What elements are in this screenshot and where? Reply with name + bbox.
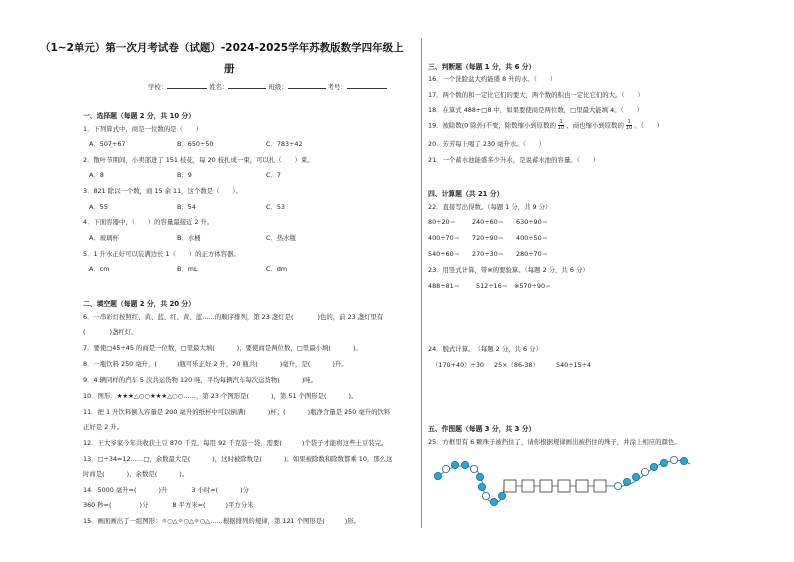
- q4-option-b[interactable]: B．水桶: [177, 234, 201, 242]
- question-16: 16．一个洗脸盆大约能盛 8 升的水。（ ）: [428, 75, 557, 83]
- fraction-one-tenth: $\frac{1}{10}$: [557, 119, 565, 131]
- q3-option-c[interactable]: C．53: [266, 203, 285, 211]
- bead-filled: [478, 483, 485, 490]
- bead-filled: [490, 498, 497, 505]
- calc-row-3: 540÷60＝ 270÷30＝ 280÷70＝: [428, 250, 549, 258]
- bead-empty: [470, 465, 477, 472]
- bead-filled: [461, 461, 468, 468]
- q4-option-c[interactable]: C．热水瓶: [266, 234, 297, 242]
- q2-option-c[interactable]: C．7: [266, 171, 281, 179]
- paper-title-line2: 册: [224, 63, 235, 75]
- paper-title-line1: （1~2单元）第一次月考试卷（试题）-2024-2025学年苏教版数学四年级上: [40, 42, 404, 54]
- question-20: 20．芳芳每上喝了 230 毫升水。（ ）: [428, 140, 546, 148]
- q3-option-b[interactable]: B．54: [177, 203, 196, 211]
- question-14: 14．5000 毫升=( )升 3 小时=( )分: [83, 486, 249, 494]
- q3-option-a[interactable]: A．55: [89, 203, 108, 211]
- calc-row-2: 400÷70＝ 720÷90＝ 400÷50＝: [428, 234, 549, 242]
- bead-filled: [632, 473, 639, 480]
- bead-empty: [442, 465, 449, 472]
- mixed-calc-row: （170+40）÷30 25×（86-38） 540÷15÷4: [432, 361, 592, 369]
- bead-filled: [650, 463, 657, 470]
- class-blank[interactable]: [288, 82, 326, 89]
- bead-filled: [451, 461, 458, 468]
- section-choice-title: 一、选择题（每题 2 分，共 10 分）: [83, 112, 196, 120]
- exam-no-blank[interactable]: [347, 82, 387, 89]
- q4-option-a[interactable]: A．玻璃杯: [89, 234, 119, 242]
- q1-option-a[interactable]: A．507÷67: [89, 140, 126, 148]
- section-fill-title: 二、填空题（每题 2 分，共 20 分）: [83, 300, 196, 308]
- bead-filled: [660, 459, 667, 466]
- bead-empty: [614, 482, 621, 489]
- question-19: 19．被除数(0 除外)不变，除数缩小到原数的 $\frac{1}{10}$ ，商也缩小到原数的 $\frac{1}{10}$ 。（ ）: [428, 119, 664, 131]
- q5-option-b[interactable]: B．mL: [177, 265, 198, 273]
- column-divider: [421, 38, 422, 528]
- q2-option-b[interactable]: B．9: [177, 171, 192, 179]
- question-18: 18．在算式 488÷□8 中，如果要使商是两位数，□里最大能填 4。（ ）: [428, 106, 643, 114]
- bead-filled: [680, 457, 687, 464]
- question-9: 9．4 辆同样的汽车 5 次共运货物 120 吨，平均每辆汽车每次运货物( )吨。: [83, 376, 318, 384]
- question-22: 22．直接写出得数。（每题 1 分，共 9 分）: [428, 203, 552, 211]
- question-5: 5．1 升水正好可以装满边长 1（ ）的正方体容器。: [83, 250, 240, 258]
- question-8: 8．一瓶饮料 250 毫升，( )瓶可乐正好 2 升，20 瓶共( )毫升，是( )升。: [83, 360, 348, 368]
- question-13-cont: 时商是( )，余数是( )。: [83, 470, 189, 478]
- calc-row-1: 80÷20＝ 240÷60＝ 630÷90＝: [428, 218, 549, 226]
- q1-option-c[interactable]: C．783÷42: [266, 140, 303, 148]
- school-blank[interactable]: [167, 82, 207, 89]
- question-7: 7．要使□45÷45 的商是一位数，□里最大填( )；要使商是两位数，□里最小填( )。: [83, 344, 362, 352]
- question-23: 23．用竖式计算，带※的要验算。（每题 2 分，共 6 分）: [428, 266, 589, 274]
- q5-option-c[interactable]: C．dm: [266, 265, 288, 273]
- school-label: 学校：: [148, 83, 168, 91]
- bead-filled: [476, 473, 483, 480]
- question-1: 1．下列算式中，商是一位数的是（ ）: [83, 125, 203, 133]
- question-12: 12．王大爷家今年共收获土豆 870 千克，每用 92 千克装一袋，需要( )个袋子才能将这些土豆装完。: [83, 439, 388, 447]
- question-3: 3．821 除以一个数，商 15 余 11，这个数是（ ）。: [83, 187, 242, 195]
- question-24: 24．脱式计算。 （每题 2 分，共 6 分）: [428, 345, 542, 353]
- question-11: 11．把 1 升饮料倒入容量是 200 毫升的纸杯中可以倒满( )杯；( )瓶净含量是 250 毫升的饮料: [83, 408, 391, 416]
- bead-empty: [670, 456, 677, 463]
- bead-filled: [434, 472, 441, 479]
- exam-no-label: 考号：: [327, 83, 347, 91]
- question-2: 2．散叶节期间，小卖部进了 151 枝花，每 20 枝扎成一束，可以扎（ ）束。: [83, 156, 314, 164]
- bead-filled: [498, 492, 505, 499]
- question-13: 13．□÷34=12……□，余数最大是( )，这时被除数是( )；如果被除数和除数都乘 10，那么这: [83, 455, 393, 463]
- q1-option-b[interactable]: B．650÷50: [177, 140, 214, 148]
- question-4: 4．下面容器中，（ ）的容量最接近 2 升。: [83, 218, 214, 226]
- question-6: 6．一串彩灯按照红、黄、蓝、红、黄、蓝……的顺序排列，第 23 盏灯是( )色的，前 23 盏灯里有: [83, 313, 384, 321]
- question-17: 17．两个数的和一定比它们的要大，两个数的积也一定比它们的大。（ ）: [428, 91, 644, 99]
- name-blank[interactable]: [228, 82, 266, 89]
- question-25: 25．方框里有 6 颗珠子被挡住了，请你根据规律画出被挡住的珠子，并涂上相应的颜色。: [428, 438, 681, 446]
- bead-string-figure: [428, 450, 698, 522]
- student-info-row: [148, 82, 387, 91]
- name-label: 姓名：: [209, 83, 229, 91]
- bead-empty: [482, 492, 489, 499]
- class-label: 班级：: [268, 83, 288, 91]
- q5-option-a[interactable]: A．cm: [89, 265, 110, 273]
- section-draw-title: 五、作图题（每题 3 分，共 3 分）: [428, 425, 536, 433]
- question-15: 15．画面画出了一组图形：☼○△☼○△☼○△……根据排列的规律，第 121 个图形是( )形。: [83, 517, 360, 525]
- bead-filled: [623, 478, 630, 485]
- section-judge-title: 三、判断题（每题 1 分，共 6 分）: [428, 63, 536, 71]
- question-10: 10．图形：★★★△○○★★★△○○……，第 23 个图形是( )，第 51 个图形是( )。: [83, 392, 358, 400]
- vertical-calc-row: 488÷81＝ 512÷16＝ ※570÷90＝: [428, 282, 552, 290]
- question-14-cont: 360 秒=( )分 8 平方米=( )平方分米: [83, 501, 254, 509]
- section-calc-title: 四、计算题（共 21 分）: [428, 190, 504, 198]
- question-21: 21．一个蓄水池能盛多少升水，是说蓄水池的容量。（ ）: [428, 156, 600, 164]
- q2-option-a[interactable]: A．8: [89, 171, 104, 179]
- question-6-cont: ( )盏红灯。: [83, 328, 138, 336]
- fraction-one-tenth-2: $\frac{1}{10}$: [625, 119, 633, 131]
- bead-empty: [641, 468, 648, 475]
- question-11-cont: 正好是 2 升。: [83, 423, 124, 431]
